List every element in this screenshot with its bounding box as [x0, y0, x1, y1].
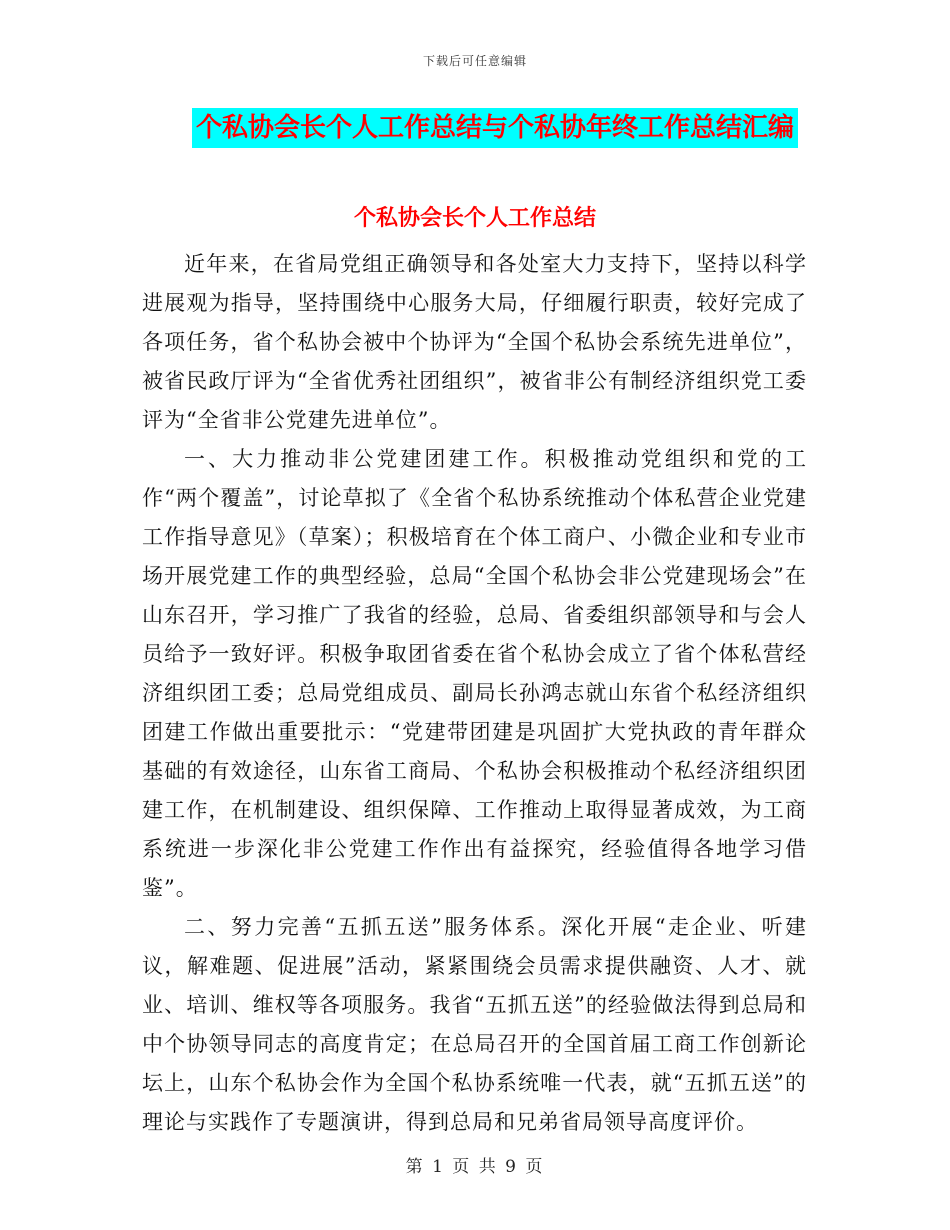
paragraph-service-system: 二、努力完善“五抓五送”服务体系。深化开展“走企业、听建议，解难题、促进展”活动，紧紧围绕会员需求提供融资、人才、就业、培训、维权等各项服务。我省“五抓五送”的经验做法得到总局和中个协领导同志的高度肯定；在总局召开的全国首届工商工作创新论坛上，山东个私协会作为全国个私协系统唯一代表，就“五抓五送”的理论与实践作了专题演讲，得到总局和兄弟省局领导高度评价。	[142, 915, 807, 1134]
section-title: 个私协会长个人工作总结	[353, 205, 596, 231]
document-title-container	[0, 108, 950, 148]
page-number: 第 1 页 共 9 页	[405, 1157, 545, 1177]
paragraph-intro: 近年来，在省局党组正确领导和各处室大力支持下，坚持以科学进展观为指导，坚持围绕中心服务大局，仔细履行职责，较好完成了各项任务，省个私协会被中个协评为“全国个私协会系统先进单位”，被省民政厅评为“全省优秀社团组织”，被省非公有制经济组织党工委评为“全省非公党建先进单位”。	[142, 252, 807, 432]
page-header-note: 下载后可任意编辑	[422, 54, 527, 68]
paragraph-party-building: 一、大力推动非公党建团建工作。积极推动党组织和党的工作“两个覆盖”，讨论草拟了《全省个私协系统推动个体私营企业党建工作指导意见》（草案）；积极培育在个体工商户、小微企业和专业市场开展党建工作的典型经验，总局“全国个私协会非公党建现场会”在山东召开，学习推广了我省的经验，总局、省委组织部领导和与会人员给予一致好评。积极争取团省委在省个私协会成立了省个体私营经济组织团工委；总局党组成员、副局长孙鸿志就山东省个私经济组织团建工作做出重要批示：“党建带团建是巩固扩大党执政的青年群众基础的有效途径，山东省工商局、个私协会积极推动个私经济组织团建工作，在机制建设、组织保障、工作推动上取得显著成效，为工商系统进一步深化非公党建工作作出有益探究，经验值得各地学习借鉴”。	[142, 447, 807, 900]
document-title: 个私协会长个人工作总结与个私协年终工作总结汇编	[192, 108, 798, 148]
document-body	[142, 245, 807, 1142]
